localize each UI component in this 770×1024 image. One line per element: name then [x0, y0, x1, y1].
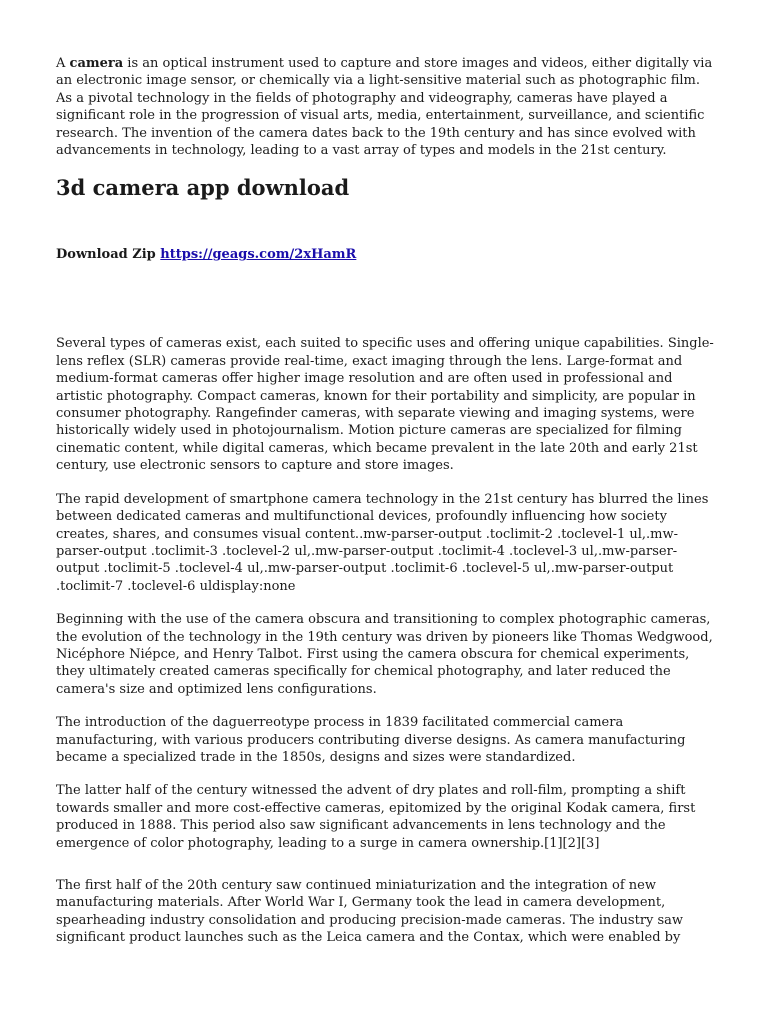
intro-prefix: A — [56, 56, 70, 71]
body-paragraph-daguerreotype: The introduction of the daguerreotype process in 1839 facilitated commercial camera manufacturing, with various producers contributing diverse designs. As camera manufacturing became a specialized trade in the 1850s, designs and sizes were standardized. — [56, 715, 686, 765]
body-paragraph-smartphone: The rapid development of smartphone camera technology in the 21st century has blurred the lines between dedicated cameras and multifunctional devices, profoundly influencing how society creates, shares, and consumes visual content..mw-parser-output .toclimit-2 .toclevel-1 ul,.mw-parser-output .toclimit-3 .toclevel-2 ul,.mw-parser-output .toclimit-4 .toclevel-3 ul,.mw-parser-output .toclimit-5 .toclevel-4 ul,.mw-parser-output .toclimit-6 .toclevel-5 ul,.mw-parser-output .toclimit-7 .toclevel-6 uldisplay:none — [56, 491, 709, 594]
download-label: Download Zip — [56, 247, 156, 263]
page-title: 3d camera app download — [56, 175, 350, 201]
download-line — [56, 246, 714, 263]
intro-term: camera — [69, 56, 124, 71]
body-paragraph-20th-century: The first half of the 20th century saw continued miniaturization and the integration of new manufacturing materials. After World War I, Germany took the lead in camera development, spearheading industry consolidation and producing precision-made cameras. The industry saw significant product launches such as the Leica camera and the Contax, which were enabled by — [56, 878, 684, 946]
body-paragraph-dry-plates: The latter half of the century witnessed the advent of dry plates and roll-film, prompting a shift towards smaller and more cost-effective cameras, epitomized by the original Kodak camera, first produced in 1888. This period also saw significant advancements in lens technology and the emergence of color photography, leading to a surge in camera ownership.[1][2][3] — [56, 783, 696, 851]
intro-paragraph — [56, 55, 714, 159]
intro-rest: is an optical instrument used to capture and store images and videos, either digitally via an electronic image sensor, or chemically via a light-sensitive material such as photographic film. As a pivotal technology in the fields of photography and videography, cameras have played a significant role in the progression of visual arts, media, entertainment, surveillance, and scientific research. The invention of the camera dates back to the 19th century and has since evolved with advancements in technology, leading to a vast array of types and models in the 21st century. — [56, 56, 713, 159]
body-paragraph-camera-types: Several types of cameras exist, each suited to specific uses and offering unique capabilities. Single-lens reflex (SLR) cameras provide real-time, exact imaging through the lens. Large-format and medium-format cameras offer higher image resolution and are often used in professional and artistic photography. Compact cameras, known for their portability and simplicity, are popular in consumer photography. Rangefinder cameras, with separate viewing and imaging systems, were historically widely used in photojournalism. Motion picture cameras are specialized for filming cinematic content, while digital cameras, which became prevalent in the late 20th and early 21st century, use electronic sensors to capture and store images. — [56, 336, 714, 474]
download-link[interactable]: https://geags.com/2xHamR — [160, 247, 357, 263]
body-paragraph-history: Beginning with the use of the camera obscura and transitioning to complex photographic cameras, the evolution of the technology in the 19th century was driven by pioneers like Thomas Wedgwood, Nicéphore Niépce, and Henry Talbot. First using the camera obscura for chemical experiments, they ultimately created cameras specifically for chemical photography, and later reduced the camera's size and optimized lens configurations. — [56, 612, 713, 697]
